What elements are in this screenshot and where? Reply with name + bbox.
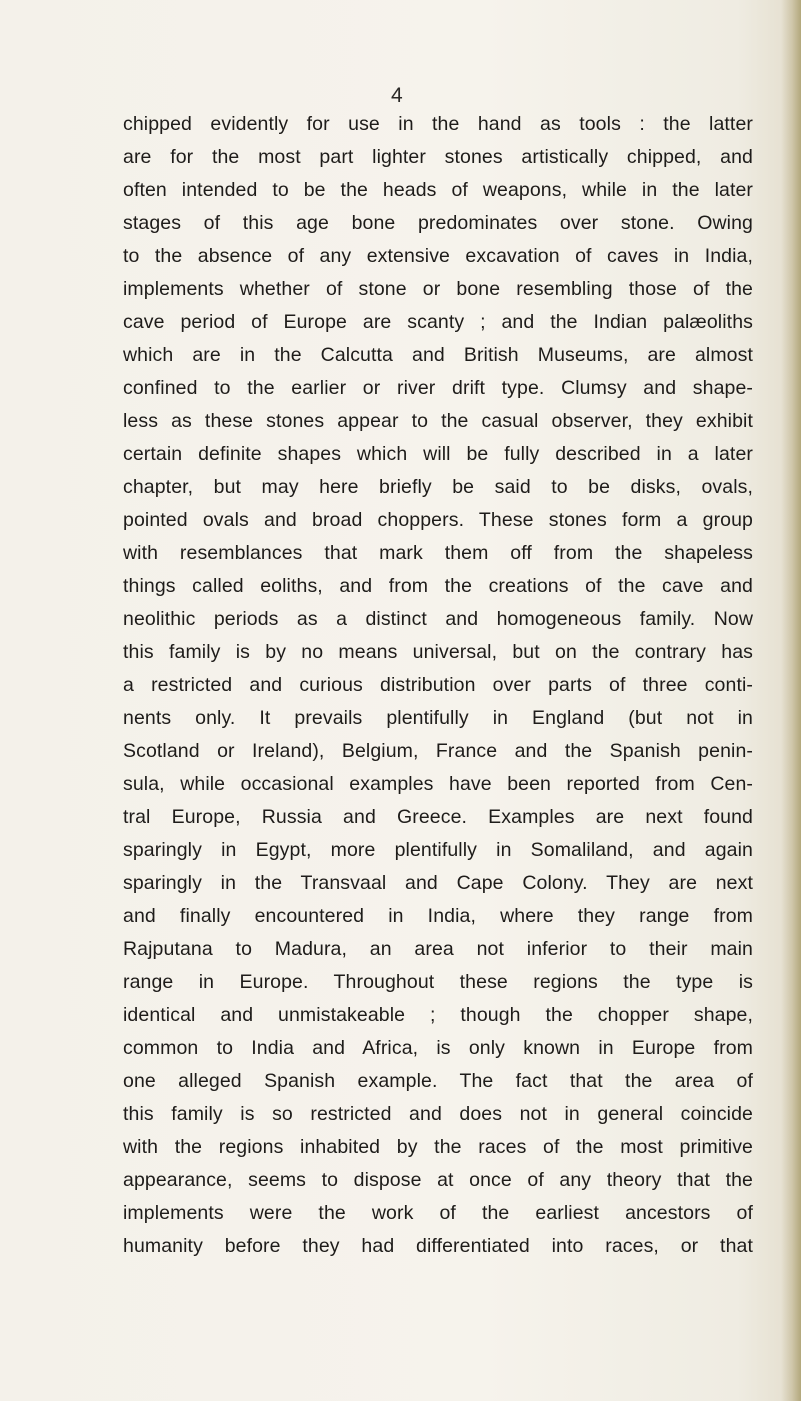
text-line: cave period of Europe are scanty ; and the Indian palæoliths bbox=[123, 311, 753, 333]
text-line: identical and unmistakeable ; though the chopper shape, bbox=[123, 1004, 753, 1026]
text-line: this family is by no means universal, but on the contrary has bbox=[123, 641, 753, 663]
text-line: implements whether of stone or bone resembling those of the bbox=[123, 278, 753, 300]
text-line: stages of this age bone predominates over stone. Owing bbox=[123, 212, 753, 234]
text-line: a restricted and curious distribution over parts of three conti- bbox=[123, 674, 753, 696]
text-line: which are in the Calcutta and British Museums, are almost bbox=[123, 344, 753, 366]
text-line: often intended to be the heads of weapons, while in the later bbox=[123, 179, 753, 201]
text-line: chipped evidently for use in the hand as tools : the latter bbox=[123, 113, 753, 135]
body-text bbox=[123, 108, 753, 1263]
page-edge-shadow bbox=[781, 0, 801, 1401]
text-line: neolithic periods as a distinct and homogeneous family. Now bbox=[123, 608, 753, 630]
text-line: nents only. It prevails plentifully in England (but not in bbox=[123, 707, 753, 729]
text-line: certain definite shapes which will be fully described in a later bbox=[123, 443, 753, 465]
text-line: sula, while occasional examples have been reported from Cen- bbox=[123, 773, 753, 795]
text-line: to the absence of any extensive excavation of caves in India, bbox=[123, 245, 753, 267]
text-line: confined to the earlier or river drift type. Clumsy and shape- bbox=[123, 377, 753, 399]
text-line: with the regions inhabited by the races of the most primitive bbox=[123, 1136, 753, 1158]
text-line: pointed ovals and broad choppers. These stones form a group bbox=[123, 509, 753, 531]
text-line: things called eoliths, and from the creations of the cave and bbox=[123, 575, 753, 597]
text-line: sparingly in Egypt, more plentifully in Somaliland, and again bbox=[123, 839, 753, 861]
text-line: this family is so restricted and does not in general coincide bbox=[123, 1103, 753, 1125]
text-line: common to India and Africa, is only known in Europe from bbox=[123, 1037, 753, 1059]
text-line: less as these stones appear to the casual observer, they exhibit bbox=[123, 410, 753, 432]
text-line: sparingly in the Transvaal and Cape Colony. They are next bbox=[123, 872, 753, 894]
text-line: chapter, but may here briefly be said to be disks, ovals, bbox=[123, 476, 753, 498]
text-line: Scotland or Ireland), Belgium, France and the Spanish penin- bbox=[123, 740, 753, 762]
text-line: tral Europe, Russia and Greece. Examples are next found bbox=[123, 806, 753, 828]
text-line: and finally encountered in India, where they range from bbox=[123, 905, 753, 927]
text-line: are for the most part lighter stones artistically chipped, and bbox=[123, 146, 753, 168]
text-line: range in Europe. Throughout these regions the type is bbox=[123, 971, 753, 993]
text-line: one alleged Spanish example. The fact that the area of bbox=[123, 1070, 753, 1092]
text-line: appearance, seems to dispose at once of any theory that the bbox=[123, 1169, 753, 1191]
text-line: with resemblances that mark them off from the shapeless bbox=[123, 542, 753, 564]
text-line: humanity before they had differentiated into races, or that bbox=[123, 1235, 753, 1257]
page-number: 4 bbox=[391, 84, 403, 107]
text-line: implements were the work of the earliest ancestors of bbox=[123, 1202, 753, 1224]
text-line: Rajputana to Madura, an area not inferior to their main bbox=[123, 938, 753, 960]
